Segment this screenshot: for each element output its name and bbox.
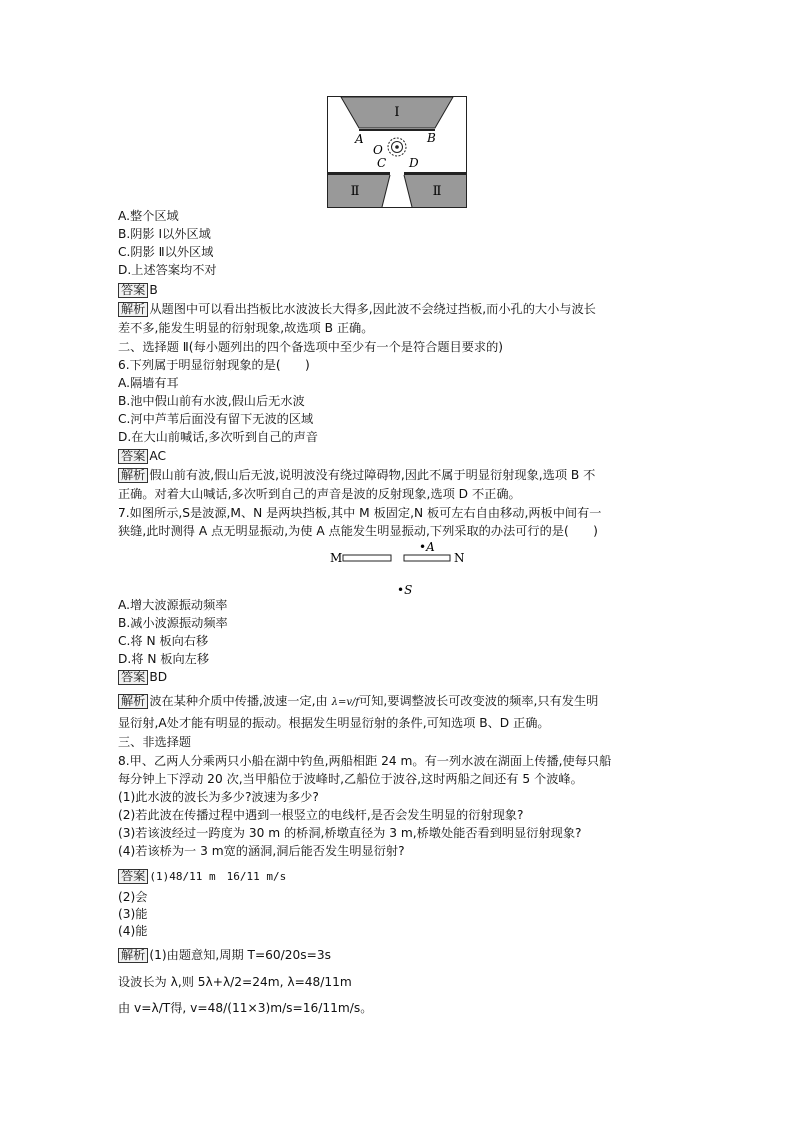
q8-stem-line-2: 每分钟上下浮动 20 次,当甲船位于波峰时,乙船位于波谷,这时两船之间还有 5 个波峰。: [118, 772, 583, 786]
region-label-II-right: Ⅱ: [432, 184, 442, 199]
analysis-tag: 解析: [118, 694, 148, 709]
wavelength-formula: λ=v/f: [331, 697, 360, 708]
analysis-text-a: 波在某种介质中传播,波速一定,由: [149, 694, 332, 708]
q8-question-3: (3)若该波经过一跨度为 30 m 的桥洞,桥墩直径为 3 m,桥墩处能否看到明显衍射现象?: [118, 826, 582, 840]
q8-question-2: (2)若此波在传播过程中遇到一根竖立的电线杆,是否会发生明显的衍射现象?: [118, 808, 524, 822]
q8-question-1: (1)此水波的波长为多少?波速为多少?: [118, 790, 319, 804]
q7-analysis-line-1: [118, 694, 598, 710]
answer-value: B: [149, 283, 158, 297]
q8-answer-3: (3)能: [118, 907, 148, 921]
q5-option-d: D.上述答案均不对: [118, 263, 217, 277]
point-S: •S: [397, 583, 413, 597]
plate-N: [404, 555, 450, 561]
analysis-tag: 解析: [118, 948, 148, 963]
label-C: C: [377, 156, 387, 170]
answer-tag: 答案: [118, 283, 148, 298]
q6-answer: [118, 449, 166, 464]
analysis-tag: 解析: [118, 302, 148, 317]
q7-option-c: C.将 N 板向右移: [118, 634, 209, 648]
q5-answer: [118, 283, 158, 298]
q8-question-4: (4)若该桥为一 3 m宽的涵洞,洞后能否发生明显衍射?: [118, 844, 405, 858]
q5-option-c: C.阴影 Ⅱ以外区域: [118, 245, 214, 259]
q5-analysis-line-2: 差不多,能发生明显的衍射现象,故选项 B 正确。: [118, 321, 374, 335]
q8-analysis-line-2: 设波长为 λ,则 5λ+λ/2=24m, λ=48/11m: [118, 975, 352, 989]
q7-stem-line-1: 7.如图所示,S是波源,M、N 是两块挡板,其中 M 板固定,N 板可左右自由移动,两板中间有一: [118, 506, 602, 520]
q8-answer-1: [118, 869, 286, 884]
label-B: B: [427, 131, 436, 145]
q6-stem: 6.下列属于明显衍射现象的是( ): [118, 358, 310, 372]
q6-analysis-line-2: 正确。对着大山喊话,多次听到自己的声音是波的反射现象,选项 D 不正确。: [118, 487, 521, 501]
q7-analysis-line-2: 显衍射,A处才能有明显的振动。根据发生明显衍射的条件,可知选项 B、D 正确。: [118, 716, 550, 730]
q8-answer-4: (4)能: [118, 924, 148, 938]
answer-tag: 答案: [118, 869, 148, 884]
q6-option-b: B.池中假山前有水波,假山后无水波: [118, 394, 305, 408]
figure-slit-diffraction: [327, 96, 467, 208]
point-A: •A: [419, 540, 435, 554]
label-D: D: [409, 156, 419, 170]
analysis-text: (1)由题意知,周期 T=60/20s=3s: [149, 948, 331, 962]
q7-option-a: A.增大波源振动频率: [118, 598, 228, 612]
q6-option-d: D.在大山前喊话,多次听到自己的声音: [118, 430, 318, 444]
label-M: M: [330, 551, 343, 565]
answer-tag: 答案: [118, 670, 148, 685]
answer-value: (1)48/11 m 16/11 m/s: [149, 870, 287, 883]
analysis-tag: 解析: [118, 468, 148, 483]
q7-answer: [118, 670, 167, 685]
q5-analysis-line-1: [118, 302, 596, 317]
answer-value: BD: [149, 670, 168, 684]
q5-option-b: B.阴影 Ⅰ以外区域: [118, 227, 211, 241]
q5-option-a: A.整个区域: [118, 209, 179, 223]
figure-slit-plates: [328, 538, 468, 600]
q7-option-d: D.将 N 板向左移: [118, 652, 210, 666]
q7-option-b: B.减小波源振动频率: [118, 616, 228, 630]
label-O: O: [373, 143, 383, 157]
plate-M: [343, 555, 391, 561]
q8-answer-2: (2)会: [118, 890, 148, 904]
section-3-heading: 三、非选择题: [118, 735, 192, 749]
q8-analysis-line-1: [118, 948, 331, 963]
answer-tag: 答案: [118, 449, 148, 464]
analysis-text: 假山前有波,假山后无波,说明波没有绕过障碍物,因此不属于明显衍射现象,选项 B 不: [149, 468, 596, 482]
q8-analysis-line-3: 由 v=λ/T得, v=48/(11×3)m/s=16/11m/s。: [118, 1001, 373, 1015]
region-label-I: Ⅰ: [394, 105, 400, 120]
q6-option-a: A.隔墙有耳: [118, 376, 179, 390]
q8-stem-line-1: 8.甲、乙两人分乘两只小船在湖中钓鱼,两船相距 24 m。有一列水波在湖面上传播,使每只船: [118, 754, 612, 768]
q6-option-c: C.河中芦苇后面没有留下无波的区域: [118, 412, 314, 426]
label-A: A: [355, 132, 364, 146]
region-label-II-left: Ⅱ: [350, 184, 360, 199]
section-2-heading: 二、选择题 Ⅱ(每小题列出的四个备选项中至少有一个是符合题目要求的): [118, 340, 504, 354]
analysis-text-b: 可知,要调整波长可改变波的频率,只有发生明: [359, 694, 599, 708]
q7-stem-line-2: 狭缝,此时测得 A 点无明显振动,为使 A 点能发生明显振动,下列采取的办法可行的是( ): [118, 524, 598, 538]
label-N: N: [454, 551, 465, 565]
q6-analysis-line-1: [118, 468, 595, 483]
answer-value: AC: [149, 449, 167, 463]
analysis-text: 从题图中可以看出挡板比水波波长大得多,因此波不会绕过挡板,而小孔的大小与波长: [149, 302, 596, 316]
